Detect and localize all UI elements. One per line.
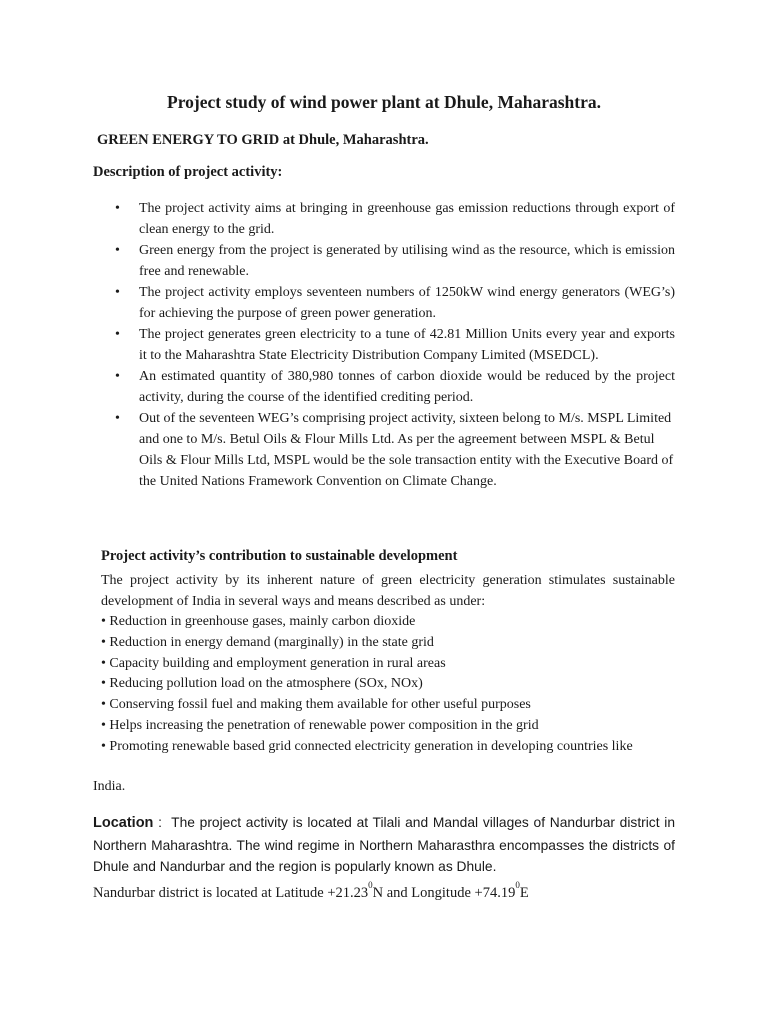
bullet-icon: •: [115, 201, 120, 216]
location-separator: :: [153, 815, 162, 830]
description-bullet-text: The project activity aims at bringing in greenhouse gas emission reductions through export of clean energy to the grid.: [139, 201, 675, 237]
location-paragraph: [93, 812, 675, 878]
description-bullet: [115, 366, 675, 408]
location-text: The project activity is located at Tilali and Mandal villages of Nandurbar district in Northern Maharashtra. The wind regime in Northern Maharasthra encompasses the districts of Dhule and Nandurbar and the region is popularly known as Dhule.: [93, 815, 675, 874]
document-subtitle: GREEN ENERGY TO GRID at Dhule, Maharashtra.: [97, 132, 429, 148]
bullet-icon: •: [115, 369, 120, 384]
sustainable-item: • Reduction in energy demand (marginally) in the state grid: [101, 634, 434, 650]
description-bullet-text: Out of the seventeen WEG’s comprising project activity, sixteen belong to M/s. MSPL Limited and one to M/s. Betul Oils & Flour Mills Ltd. As per the agreement between MSPL & Betul Oils & Flour Mills Ltd, MSPL would be the sole transaction entity with the Executive Board of the United Nations Framework Convention on Climate Change.: [139, 411, 674, 489]
location-label: Location: [93, 815, 154, 831]
longitude-degree-sup: 0: [515, 880, 520, 890]
description-bullet-text: An estimated quantity of 380,980 tonnes of carbon dioxide would be reduced by the project activity, during the course of the identified crediting period.: [139, 369, 675, 405]
description-bullet: [115, 240, 675, 282]
description-bullet: [115, 324, 675, 366]
bullet-icon: •: [115, 327, 120, 342]
description-bullet-list: [115, 198, 675, 492]
description-bullet-text: Green energy from the project is generated by utilising wind as the resource, which is emission free and renewable.: [139, 243, 675, 279]
sustainable-development-heading: Project activity’s contribution to sustainable development: [101, 548, 458, 564]
sustainable-item: • Reduction in greenhouse gases, mainly carbon dioxide: [101, 614, 416, 629]
latitude-degree-sup: 0: [368, 880, 373, 890]
description-bullet: [115, 282, 675, 324]
coords-prefix: Nandurbar district is located at Latitude +21.23: [93, 885, 369, 901]
document-title: Project study of wind power plant at Dhule, Maharashtra.: [167, 92, 601, 112]
sustainable-development-intro: The project activity by its inherent nature of green electricity generation stimulates sustainable development of India in several ways and means described as under:: [101, 573, 675, 609]
description-bullet-text: The project activity employs seventeen numbers of 1250kW wind energy generators (WEG’s) for achieving the purpose of green power generation.: [139, 285, 675, 321]
description-bullet-text: The project generates green electricity to a tune of 42.81 Million Units every year and exports it to the Maharashtra State Electricity Distribution Company Limited (MSEDCL).: [139, 327, 675, 363]
sustainable-item: • Promoting renewable based grid connected electricity generation in developing countries like: [101, 738, 633, 754]
coordinates-line: [93, 880, 529, 902]
description-bullet: [115, 198, 675, 240]
bullet-icon: •: [115, 411, 120, 426]
sustainable-tail: India.: [93, 779, 126, 794]
coords-suffix: E: [519, 885, 529, 901]
sustainable-item: • Capacity building and employment generation in rural areas: [101, 655, 446, 671]
sustainable-item: • Reducing pollution load on the atmosphere (SOx, NOx): [101, 676, 423, 692]
sustainable-item: • Conserving fossil fuel and making them available for other useful purposes: [101, 697, 531, 713]
description-bullet: [115, 408, 675, 492]
bullet-icon: •: [115, 285, 120, 300]
sustainable-development-list: [101, 612, 675, 758]
sustainable-item: • Helps increasing the penetration of renewable power composition in the grid: [101, 717, 539, 733]
coords-mid: N and Longitude +74.19: [372, 885, 516, 901]
bullet-icon: •: [115, 243, 120, 258]
description-heading: Description of project activity:: [93, 164, 283, 180]
